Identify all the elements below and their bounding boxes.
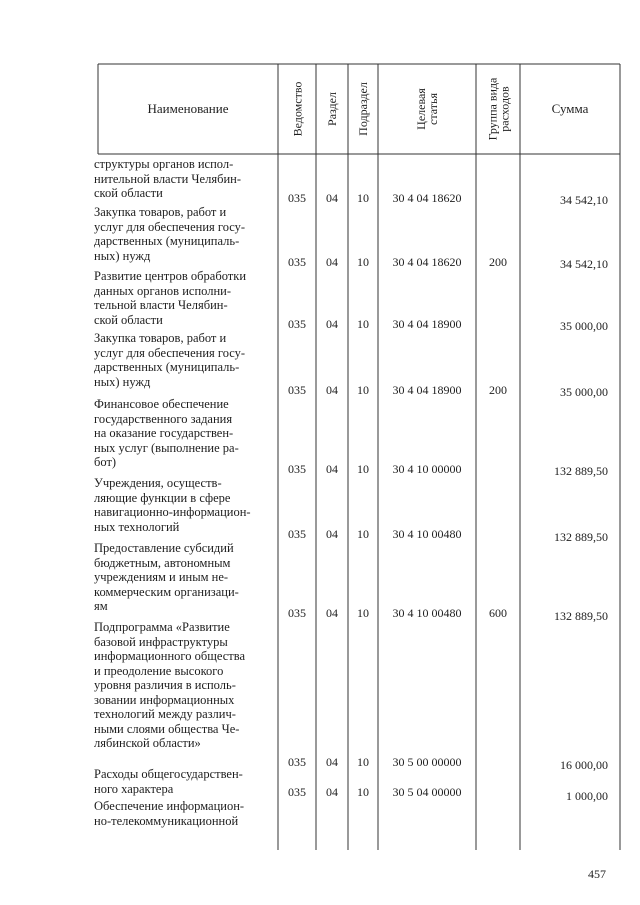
row-summa: 35 000,00 xyxy=(560,319,608,333)
header-summa: Сумма xyxy=(551,101,589,116)
row-name: Подпрограмма «Развитие базовой инфраструктуры информационного общества и преодоление высокого уровня различия в исполь- зовании информационных технологий между различ- ными слоями общества Че- лябинской области» xyxy=(94,620,246,750)
row-podrazdel: 10 xyxy=(357,255,369,269)
row-razdel: 04 xyxy=(326,606,338,620)
row-razdel: 04 xyxy=(326,255,338,269)
row-razdel: 04 xyxy=(326,527,338,541)
header-name: Наименование xyxy=(147,101,229,116)
row-celevaya: 30 4 04 18620 xyxy=(392,255,462,269)
row-summa: 132 889,50 xyxy=(554,609,608,623)
row-razdel: 04 xyxy=(326,317,338,331)
row-razdel: 04 xyxy=(326,462,338,476)
row-name: структуры органов испол- нительной власти Челябин- ской области xyxy=(94,157,241,200)
row-summa: 1 000,00 xyxy=(566,789,608,803)
row-celevaya: 30 4 04 18620 xyxy=(392,191,462,205)
row-vedomstvo: 035 xyxy=(288,527,306,541)
row-podrazdel: 10 xyxy=(357,191,369,205)
row-podrazdel: 10 xyxy=(357,755,369,769)
row-podrazdel: 10 xyxy=(357,383,369,397)
row-celevaya: 30 5 00 00000 xyxy=(392,755,462,769)
row-vedomstvo: 035 xyxy=(288,462,306,476)
row-celevaya: 30 4 04 18900 xyxy=(392,383,462,397)
row-summa: 34 542,10 xyxy=(560,257,608,271)
row-razdel: 04 xyxy=(326,383,338,397)
row-vedomstvo: 035 xyxy=(288,383,306,397)
row-celevaya: 30 4 10 00480 xyxy=(392,527,462,541)
row-podrazdel: 10 xyxy=(357,606,369,620)
row-summa: 34 542,10 xyxy=(560,193,608,207)
row-gruppa: 600 xyxy=(489,606,507,620)
header-vedomstvo: Ведомство xyxy=(290,81,305,137)
row-celevaya: 30 4 04 18900 xyxy=(392,317,462,331)
row-summa: 16 000,00 xyxy=(560,758,608,772)
header-celevaya-statya: Целевая статья xyxy=(413,88,440,130)
row-podrazdel: 10 xyxy=(357,785,369,799)
row-podrazdel: 10 xyxy=(357,317,369,331)
row-name: Расходы общегосударствен- ного характера xyxy=(94,767,243,796)
header-gruppa-vida-rashodov: Группа вида расходов xyxy=(485,77,511,141)
row-summa: 132 889,50 xyxy=(554,530,608,544)
row-podrazdel: 10 xyxy=(357,527,369,541)
row-vedomstvo: 035 xyxy=(288,317,306,331)
row-vedomstvo: 035 xyxy=(288,191,306,205)
row-celevaya: 30 4 10 00000 xyxy=(392,462,462,476)
row-razdel: 04 xyxy=(326,191,338,205)
row-name: Развитие центров обработки данных органов исполни- тельной власти Челябин- ской области xyxy=(94,269,247,327)
page-number: 457 xyxy=(588,867,606,881)
row-name: Закупка товаров, работ и услуг для обеспечения госу- дарственных (муниципаль- ных) нужд xyxy=(94,205,246,263)
row-celevaya: 30 5 04 00000 xyxy=(392,785,462,799)
row-razdel: 04 xyxy=(326,755,338,769)
row-vedomstvo: 035 xyxy=(288,755,306,769)
row-name: Предоставление субсидий бюджетным, автономным учреждениям и иным не- коммерческим организаци- ям xyxy=(94,541,239,613)
row-podrazdel: 10 xyxy=(357,462,369,476)
header-podrazdel: Подраздел xyxy=(356,82,371,136)
row-vedomstvo: 035 xyxy=(288,606,306,620)
row-summa: 132 889,50 xyxy=(554,464,608,478)
row-vedomstvo: 035 xyxy=(288,255,306,269)
row-gruppa: 200 xyxy=(489,255,507,269)
row-razdel: 04 xyxy=(326,785,338,799)
row-name: Учреждения, осуществ- ляющие функции в сфере навигационно-информацион- ных технологий xyxy=(94,476,251,534)
row-celevaya: 30 4 10 00480 xyxy=(392,606,462,620)
row-summa: 35 000,00 xyxy=(560,385,608,399)
row-name: Финансовое обеспечение государственного задания на оказание государствен- ных услуг (выполнение ра- бот) xyxy=(94,397,239,469)
row-name: Обеспечение информацион- но-телекоммуникационной xyxy=(94,799,245,828)
row-name: Закупка товаров, работ и услуг для обеспечения госу- дарственных (муниципаль- ных) нужд xyxy=(94,331,246,389)
row-gruppa: 200 xyxy=(489,383,507,397)
header-razdel: Раздел xyxy=(325,92,340,126)
row-vedomstvo: 035 xyxy=(288,785,306,799)
